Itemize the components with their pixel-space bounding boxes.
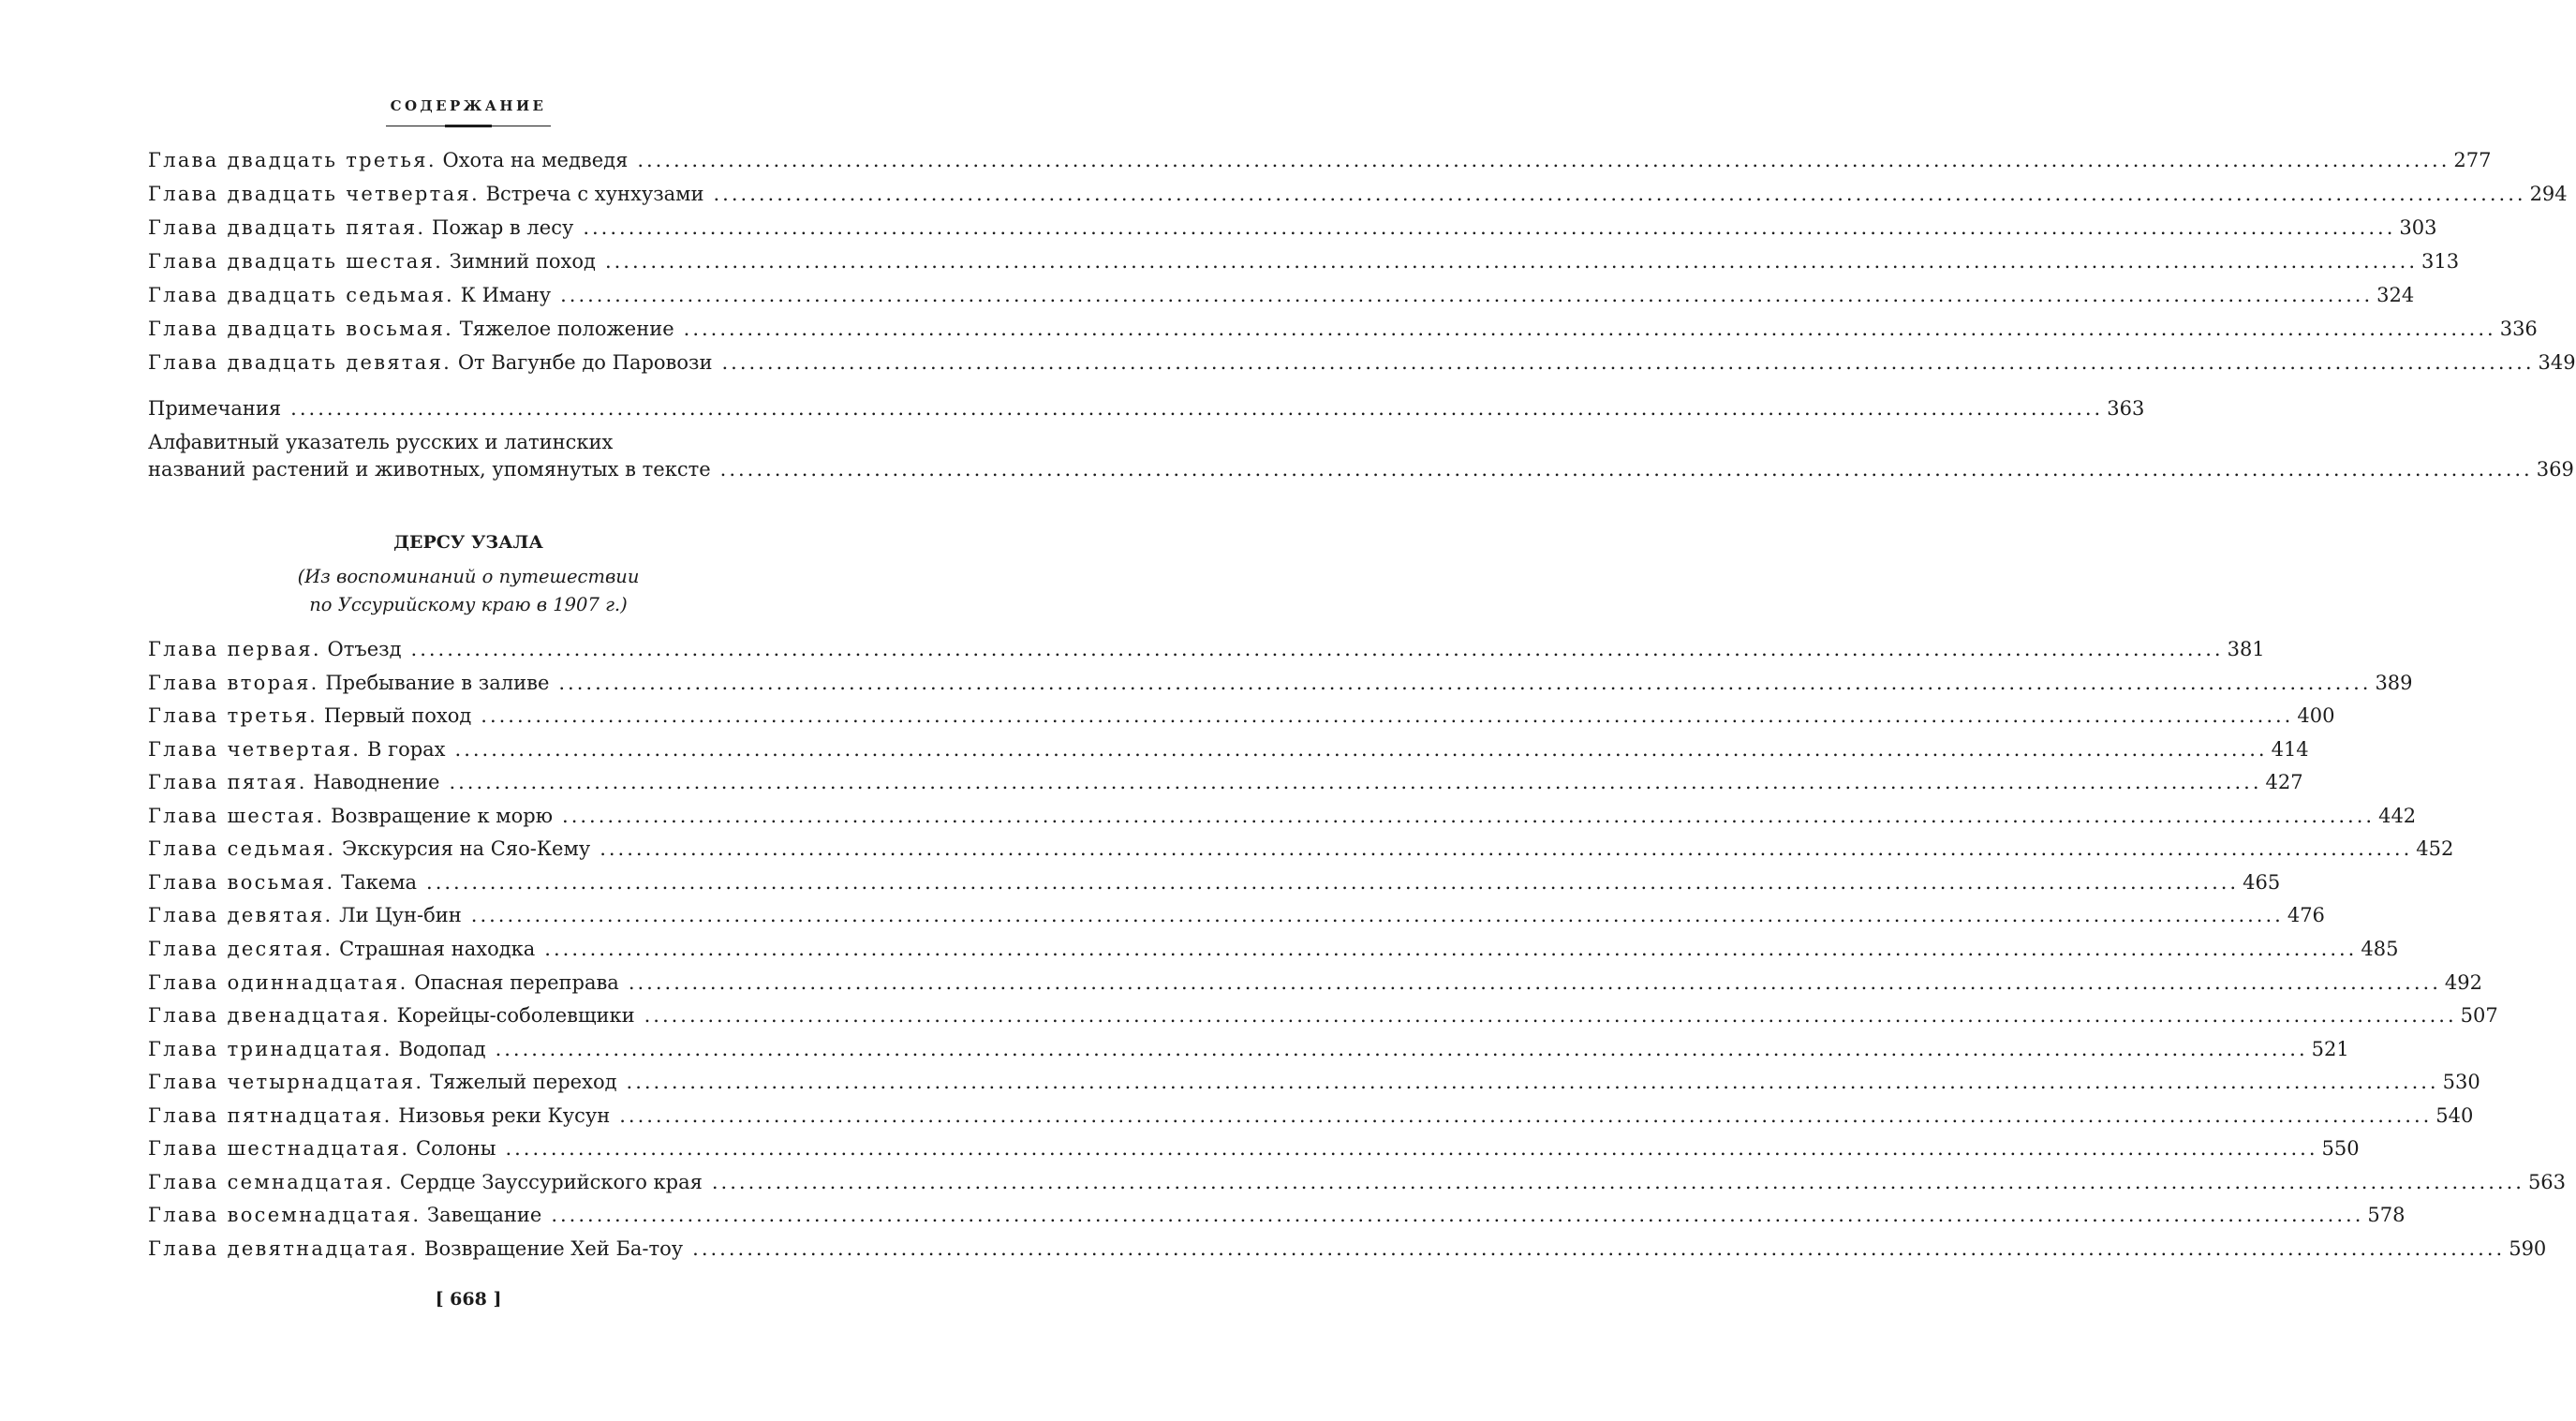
toc-entry-page: 427 [2265, 771, 2303, 793]
toc-entry-label: названий растений и животных, упомянутых в тексте [148, 458, 711, 481]
toc-entry-label: Глава двадцать девятая. От Вагунбе до Паровози [148, 351, 713, 374]
running-header [0, 97, 937, 114]
toc-entry[interactable] [148, 183, 2568, 215]
toc-entry-page: 363 [2107, 397, 2145, 420]
toc-entry[interactable] [148, 318, 2538, 349]
dot-leader: ........................................................................................................................................................................................................ [449, 771, 2262, 793]
toc-entry[interactable] [148, 351, 2576, 383]
dot-leader: ........................................................................................................................................................................................................ [600, 837, 2413, 860]
toc-entry[interactable] [148, 1237, 2547, 1269]
toc-entry[interactable] [148, 738, 2309, 770]
toc-entry-label: Глава пятая. Наводнение [148, 771, 440, 793]
toc-entry-label: Глава четвертая. В горах [148, 738, 446, 761]
toc-entry[interactable] [148, 250, 2460, 282]
dot-leader: ........................................................................................................................................................................................................ [290, 397, 2104, 420]
toc-entry-label: Глава двадцать четвертая. Встреча с хунхузами [148, 183, 704, 205]
toc-entry[interactable] [148, 1104, 2474, 1136]
toc-entry-label: Глава одиннадцатая. Опасная переправа [148, 971, 619, 994]
toc-entry-label: Глава двадцать пятая. Пожар в лесу [148, 216, 574, 239]
dot-leader: ........................................................................................................................................................................................................ [481, 704, 2294, 727]
running-header-title: СОДЕРЖАНИЕ [390, 97, 547, 114]
dot-leader: ........................................................................................................................................................................................................ [626, 1071, 2439, 1093]
toc-entry-page: 563 [2527, 1171, 2567, 1193]
dot-leader: ........................................................................................................................................................................................................ [454, 738, 2268, 761]
toc-entry-page: 303 [2399, 216, 2437, 239]
toc-entry-page: 492 [2444, 971, 2482, 994]
toc-entry[interactable] [148, 805, 2417, 836]
toc-entry-page: 485 [2361, 938, 2399, 960]
toc-entry-label: Глава вторая. Пребывание в заливе [148, 672, 550, 694]
toc-entry[interactable] [148, 216, 2437, 248]
toc-entry-label: Глава четырнадцатая. Тяжелый переход [148, 1071, 617, 1093]
toc-entry-label: Глава шестая. Возвращение к морю [148, 805, 554, 827]
toc-entry[interactable] [148, 771, 2303, 803]
page-number: [ 668 ] [435, 1289, 502, 1310]
dot-leader: ........................................................................................................................................................................................................ [619, 1104, 2433, 1127]
toc-entry[interactable] [148, 284, 2415, 316]
dot-leader: ........................................................................................................................................................................................................ [505, 1137, 2318, 1160]
toc-entry[interactable] [148, 704, 2335, 736]
toc-entry-page: 381 [2227, 638, 2265, 660]
toc-entry-page: 578 [2367, 1204, 2406, 1226]
toc-entry-page: 452 [2416, 837, 2454, 860]
toc-entry-label: Глава двадцать седьмая. К Иману [148, 284, 552, 306]
dot-leader: ........................................................................................................................................................................................................ [410, 638, 2224, 660]
toc-entry-index-line1[interactable]: Алфавитный указатель русских и латинских [148, 431, 614, 453]
dot-leader: ........................................................................................................................................................................................................ [721, 351, 2535, 374]
toc-entry-page: 476 [2287, 904, 2325, 926]
toc-entry-page: 521 [2311, 1038, 2349, 1060]
toc-entry[interactable] [148, 1137, 2360, 1169]
dot-leader: ........................................................................................................................................................................................................ [470, 904, 2284, 926]
toc-entry-page: 277 [2453, 149, 2492, 171]
toc-entry-page: 530 [2442, 1071, 2480, 1093]
toc-entry[interactable] [148, 1004, 2498, 1036]
toc-entry[interactable] [148, 1204, 2406, 1236]
toc-entry[interactable] [148, 672, 2413, 703]
dot-leader: ........................................................................................................................................................................................................ [719, 458, 2533, 481]
dot-leader: ........................................................................................................................................................................................................ [544, 938, 2358, 960]
toc-entry-page: 414 [2271, 738, 2309, 761]
toc-entry-label: Глава восьмая. Такема [148, 871, 418, 894]
toc-entry-label: Глава пятнадцатая. Низовья реки Кусун [148, 1104, 611, 1127]
section-subtitle-line1: (Из воспоминаний о путешествии [297, 566, 640, 587]
toc-entry-page: 590 [2509, 1237, 2547, 1260]
toc-entry[interactable] [148, 1171, 2567, 1203]
toc-entry-page: 550 [2321, 1137, 2360, 1160]
toc-entry[interactable] [148, 837, 2454, 869]
dot-leader: ........................................................................................................................................................................................................ [562, 805, 2376, 827]
dot-leader: ........................................................................................................................................................................................................ [713, 183, 2526, 205]
toc-entry-page: 465 [2243, 871, 2281, 894]
toc-entry-label: Глава первая. Отъезд [148, 638, 402, 660]
toc-entry[interactable] [148, 638, 2265, 670]
toc-entry-label: Глава шестнадцатая. Солоны [148, 1137, 496, 1160]
toc-entry-label: Глава семнадцатая. Сердце Зауссурийского края [148, 1171, 703, 1193]
toc-entry[interactable] [148, 938, 2399, 970]
toc-entry-page: 313 [2421, 250, 2460, 273]
toc-entry-page: 369 [2536, 458, 2574, 481]
dot-leader: ........................................................................................................................................................................................................ [604, 250, 2418, 273]
toc-entry-label: Примечания [148, 397, 282, 420]
toc-entry-label: Глава двадцать третья. Охота на медведя [148, 149, 629, 171]
toc-entry-page: 336 [2499, 318, 2538, 340]
dot-leader: ........................................................................................................................................................................................................ [692, 1237, 2506, 1260]
dot-leader: ........................................................................................................................................................................................................ [560, 284, 2374, 306]
toc-entry[interactable] [148, 1071, 2480, 1103]
dot-leader: ........................................................................................................................................................................................................ [583, 216, 2396, 239]
toc-entry-notes[interactable] [148, 397, 2145, 429]
toc-entry-page: 442 [2378, 805, 2417, 827]
toc-entry-label: Глава третья. Первый поход [148, 704, 472, 727]
dot-leader: ........................................................................................................................................................................................................ [711, 1171, 2524, 1193]
dot-leader: ........................................................................................................................................................................................................ [683, 318, 2496, 340]
dot-leader: ........................................................................................................................................................................................................ [628, 971, 2441, 994]
toc-entry[interactable] [148, 149, 2492, 181]
toc-entry-page: 389 [2375, 672, 2413, 694]
toc-entry-page: 294 [2529, 183, 2568, 205]
toc-entry-label: Глава десятая. Страшная находка [148, 938, 536, 960]
toc-entry-page: 349 [2538, 351, 2576, 374]
dot-leader: ........................................................................................................................................................................................................ [495, 1038, 2308, 1060]
toc-entry-label: Глава тринадцатая. Водопад [148, 1038, 486, 1060]
toc-entry-label: Глава двенадцатая. Корейцы-соболевщики [148, 1004, 635, 1027]
toc-entry-page: 507 [2460, 1004, 2498, 1027]
toc-entry-label: Глава восемнадцатая. Завещание [148, 1204, 542, 1226]
dot-leader: ........................................................................................................................................................................................................ [558, 672, 2372, 694]
dot-leader: ........................................................................................................................................................................................................ [426, 871, 2240, 894]
toc-entry-label: Глава двадцать шестая. Зимний поход [148, 250, 596, 273]
toc-entry-label: Глава девятая. Ли Цун-бин [148, 904, 462, 926]
toc-entry-page: 324 [2376, 284, 2415, 306]
toc-entry-index[interactable] [148, 458, 2574, 490]
toc-entry[interactable] [148, 904, 2325, 936]
toc-entry[interactable] [148, 871, 2281, 903]
section-title: ДЕРСУ УЗАЛА [393, 532, 543, 553]
toc-entry[interactable] [148, 971, 2482, 1003]
toc-entry-label: Глава девятнадцатая. Возвращение Хей Ба-тоу [148, 1237, 684, 1260]
dot-leader: ........................................................................................................................................................................................................ [551, 1204, 2364, 1226]
section-subtitle-line2: по Уссурийскому краю в 1907 г.) [309, 594, 628, 615]
toc-entry-page: 540 [2435, 1104, 2474, 1127]
toc-entry[interactable] [148, 1038, 2349, 1070]
dot-leader: ........................................................................................................................................................................................................ [644, 1004, 2457, 1027]
dot-leader: ........................................................................................................................................................................................................ [637, 149, 2450, 171]
toc-entry-label: Глава двадцать восьмая. Тяжелое положение [148, 318, 674, 340]
toc-entry-label: Глава седьмая. Экскурсия на Сяо-Кему [148, 837, 591, 860]
toc-entry-page: 400 [2297, 704, 2335, 727]
